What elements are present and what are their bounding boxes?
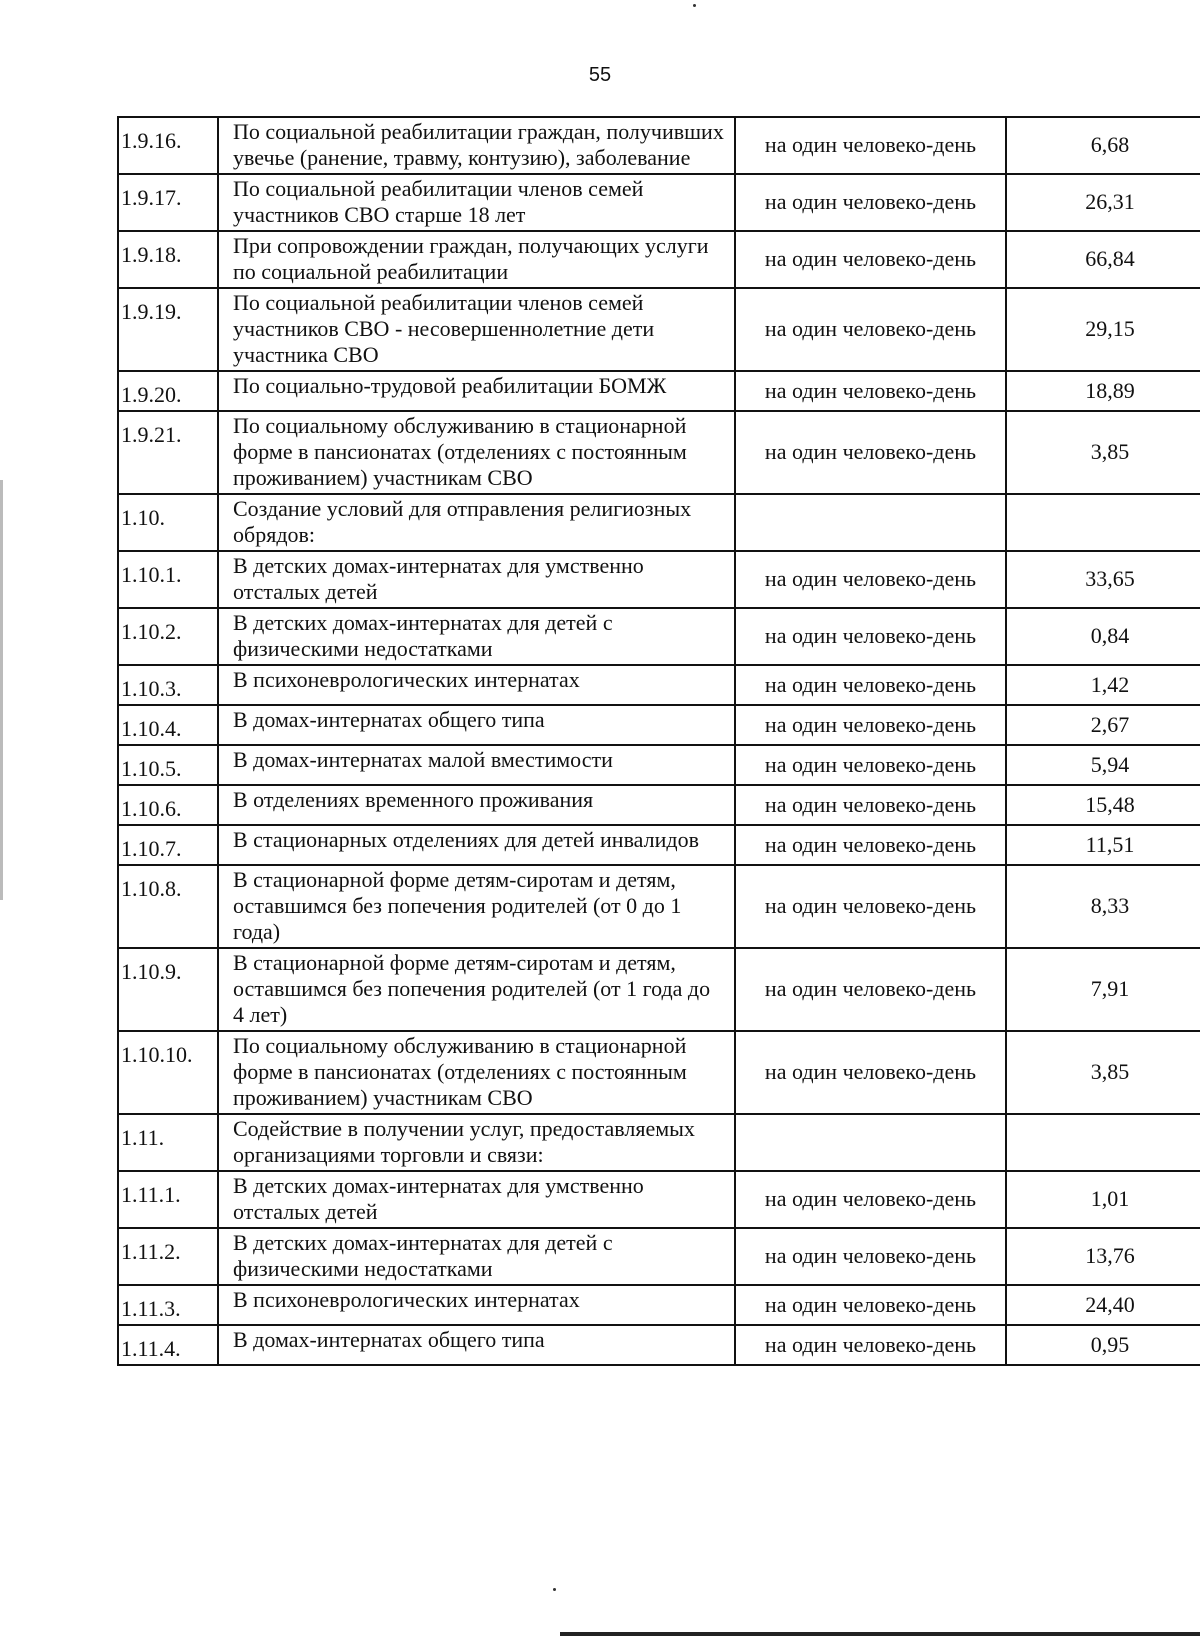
- row-unit: на один человеко-день: [735, 1325, 1006, 1365]
- row-description: В домах-интернатах общего типа: [218, 1325, 735, 1365]
- row-unit: на один человеко-день: [735, 1285, 1006, 1325]
- row-code: 1.11.1.: [118, 1171, 218, 1228]
- scan-dot: [693, 4, 696, 7]
- row-value: 3,85: [1006, 1031, 1200, 1114]
- row-code: 1.9.16.: [118, 117, 218, 174]
- row-code: 1.11.2.: [118, 1228, 218, 1285]
- row-unit: на один человеко-день: [735, 1031, 1006, 1114]
- row-code: 1.10.8.: [118, 865, 218, 948]
- row-description: Содействие в получении услуг, предоставляемых организациями торговли и связи:: [218, 1114, 735, 1171]
- row-description: В психоневрологических интернатах: [218, 1285, 735, 1325]
- table-row: [118, 411, 1200, 494]
- row-code: 1.11.4.: [118, 1325, 218, 1365]
- row-unit: на один человеко-день: [735, 117, 1006, 174]
- row-description: В детских домах-интернатах для детей с физическими недостатками: [218, 1228, 735, 1285]
- row-description: В домах-интернатах общего типа: [218, 705, 735, 745]
- row-description: При сопровождении граждан, получающих услуги по социальной реабилитации: [218, 231, 735, 288]
- row-value: [1006, 1114, 1200, 1171]
- row-unit: на один человеко-день: [735, 785, 1006, 825]
- row-description: По социальной реабилитации членов семей участников СВО - несовершеннолетние дети участника СВО: [218, 288, 735, 371]
- row-unit: на один человеко-день: [735, 1228, 1006, 1285]
- row-value: 7,91: [1006, 948, 1200, 1031]
- row-code: 1.10.9.: [118, 948, 218, 1031]
- row-code: 1.11.: [118, 1114, 218, 1171]
- table-row: [118, 705, 1200, 745]
- table-row: [118, 608, 1200, 665]
- row-value: 5,94: [1006, 745, 1200, 785]
- row-unit: на один человеко-день: [735, 705, 1006, 745]
- row-value: 8,33: [1006, 865, 1200, 948]
- row-description: В детских домах-интернатах для умственно отсталых детей: [218, 1171, 735, 1228]
- row-description: По социальному обслуживанию в стационарной форме в пансионатах (отделениях с постоянным проживанием) участникам СВО: [218, 411, 735, 494]
- row-value: 1,42: [1006, 665, 1200, 705]
- row-unit: на один человеко-день: [735, 174, 1006, 231]
- row-code: 1.9.18.: [118, 231, 218, 288]
- table-row: [118, 371, 1200, 411]
- row-code: 1.10.10.: [118, 1031, 218, 1114]
- row-code: 1.10.6.: [118, 785, 218, 825]
- row-description: По социальному обслуживанию в стационарной форме в пансионатах (отделениях с постоянным проживанием) участникам СВО: [218, 1031, 735, 1114]
- row-value: 33,65: [1006, 551, 1200, 608]
- table-row: [118, 1114, 1200, 1171]
- page-number: 55: [588, 64, 612, 86]
- row-description: В детских домах-интернатах для детей с физическими недостатками: [218, 608, 735, 665]
- row-description: В отделениях временного проживания: [218, 785, 735, 825]
- table-row: [118, 174, 1200, 231]
- scan-dot: [553, 1588, 556, 1591]
- table-row: [118, 745, 1200, 785]
- table-row: [118, 948, 1200, 1031]
- row-value: 29,15: [1006, 288, 1200, 371]
- scan-edge-mark: [0, 480, 3, 900]
- row-description: В домах-интернатах малой вместимости: [218, 745, 735, 785]
- row-value: 15,48: [1006, 785, 1200, 825]
- row-description: Создание условий для отправления религиозных обрядов:: [218, 494, 735, 551]
- row-description: По социальной реабилитации членов семей участников СВО старше 18 лет: [218, 174, 735, 231]
- row-unit: на один человеко-день: [735, 1171, 1006, 1228]
- row-unit: на один человеко-день: [735, 948, 1006, 1031]
- row-code: 1.10.2.: [118, 608, 218, 665]
- row-unit: [735, 494, 1006, 551]
- table-row: [118, 1031, 1200, 1114]
- row-value: 24,40: [1006, 1285, 1200, 1325]
- tariff-table: [117, 116, 1200, 1366]
- row-code: 1.10.5.: [118, 745, 218, 785]
- table-row: [118, 117, 1200, 174]
- row-unit: на один человеко-день: [735, 745, 1006, 785]
- row-value: [1006, 494, 1200, 551]
- row-code: 1.9.20.: [118, 371, 218, 411]
- table-row: [118, 1325, 1200, 1365]
- row-code: 1.9.19.: [118, 288, 218, 371]
- row-value: 3,85: [1006, 411, 1200, 494]
- scan-bottom-edge: [560, 1632, 1200, 1636]
- row-unit: на один человеко-день: [735, 231, 1006, 288]
- row-code: 1.10.7.: [118, 825, 218, 865]
- table-row: [118, 825, 1200, 865]
- row-unit: на один человеко-день: [735, 608, 1006, 665]
- table-row: [118, 494, 1200, 551]
- row-unit: на один человеко-день: [735, 865, 1006, 948]
- row-description: В детских домах-интернатах для умственно отсталых детей: [218, 551, 735, 608]
- row-unit: на один человеко-день: [735, 551, 1006, 608]
- row-value: 13,76: [1006, 1228, 1200, 1285]
- row-unit: на один человеко-день: [735, 371, 1006, 411]
- row-value: 26,31: [1006, 174, 1200, 231]
- table-row: [118, 1285, 1200, 1325]
- row-code: 1.10.: [118, 494, 218, 551]
- row-description: В стационарной форме детям-сиротам и детям, оставшимся без попечения родителей (от 1 года до 4 лет): [218, 948, 735, 1031]
- row-code: 1.11.3.: [118, 1285, 218, 1325]
- row-unit: на один человеко-день: [735, 665, 1006, 705]
- row-value: 1,01: [1006, 1171, 1200, 1228]
- row-value: 0,95: [1006, 1325, 1200, 1365]
- row-description: По социальной реабилитации граждан, получивших увечье (ранение, травму, контузию), заболевание: [218, 117, 735, 174]
- row-code: 1.10.3.: [118, 665, 218, 705]
- row-value: 18,89: [1006, 371, 1200, 411]
- table-row: [118, 665, 1200, 705]
- row-unit: [735, 1114, 1006, 1171]
- row-description: По социально-трудовой реабилитации БОМЖ: [218, 371, 735, 411]
- table-row: [118, 288, 1200, 371]
- row-code: 1.10.4.: [118, 705, 218, 745]
- row-code: 1.9.17.: [118, 174, 218, 231]
- row-value: 0,84: [1006, 608, 1200, 665]
- row-unit: на один человеко-день: [735, 288, 1006, 371]
- table-row: [118, 231, 1200, 288]
- row-unit: на один человеко-день: [735, 825, 1006, 865]
- row-description: В стационарной форме детям-сиротам и детям, оставшимся без попечения родителей (от 0 до 1 года): [218, 865, 735, 948]
- row-value: 66,84: [1006, 231, 1200, 288]
- row-value: 2,67: [1006, 705, 1200, 745]
- table-row: [118, 865, 1200, 948]
- table-row: [118, 1228, 1200, 1285]
- table-row: [118, 551, 1200, 608]
- row-code: 1.10.1.: [118, 551, 218, 608]
- row-unit: на один человеко-день: [735, 411, 1006, 494]
- row-description: В психоневрологических интернатах: [218, 665, 735, 705]
- table-row: [118, 1171, 1200, 1228]
- table-row: [118, 785, 1200, 825]
- row-value: 11,51: [1006, 825, 1200, 865]
- row-description: В стационарных отделениях для детей инвалидов: [218, 825, 735, 865]
- row-value: 6,68: [1006, 117, 1200, 174]
- row-code: 1.9.21.: [118, 411, 218, 494]
